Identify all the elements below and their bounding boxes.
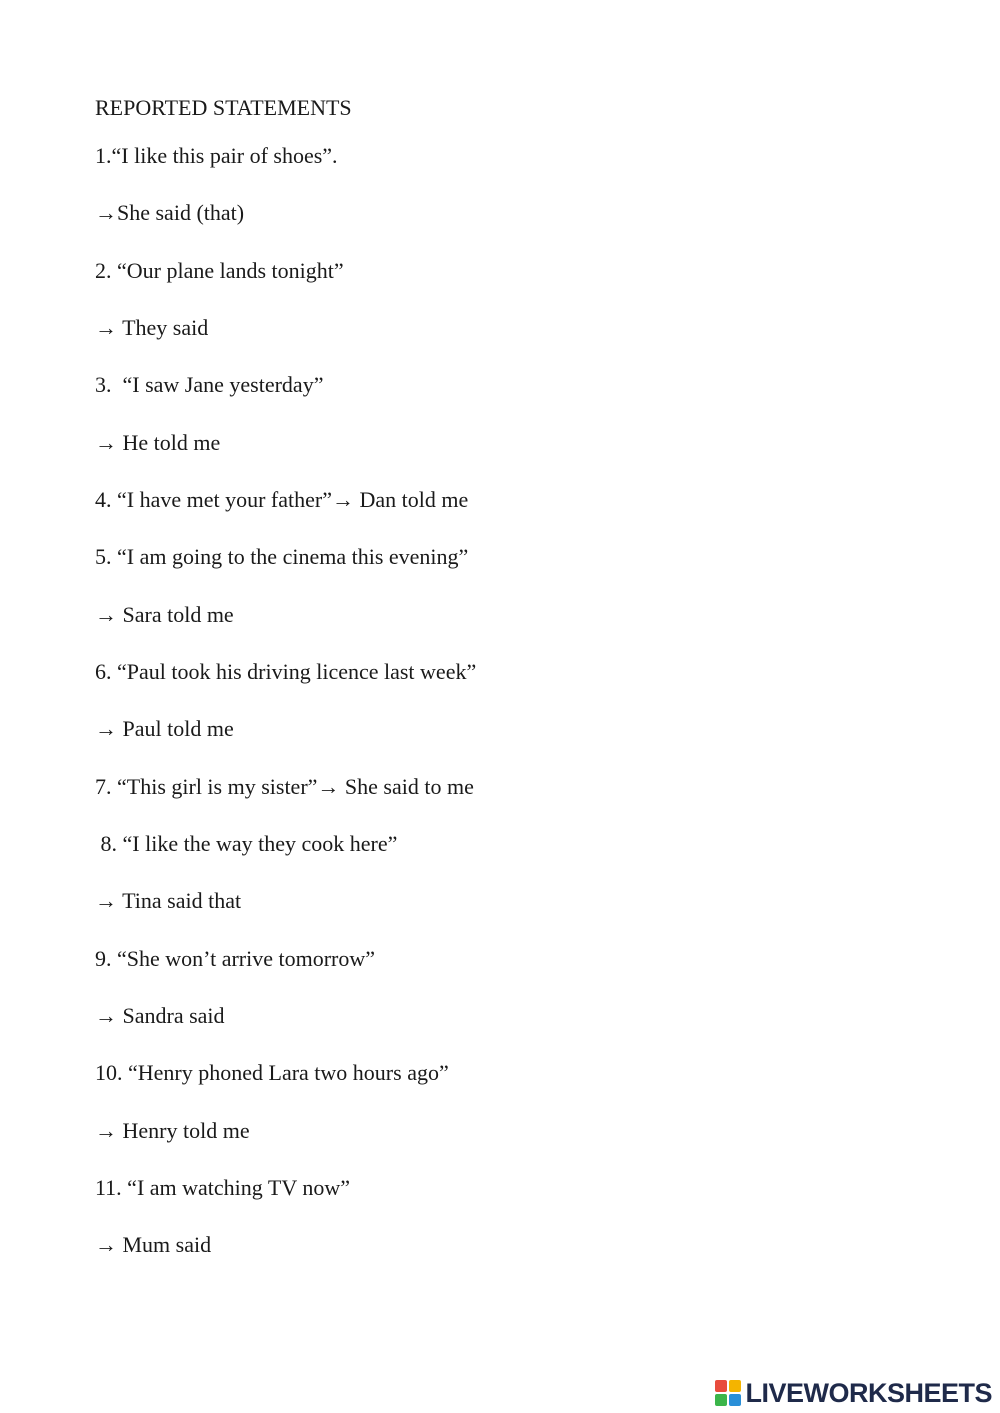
question-11: 11. “I am watching TV now”: [95, 1175, 350, 1200]
answer-3: → He told me: [95, 430, 221, 455]
answer-10: → Henry told me: [95, 1118, 250, 1143]
question-2: 2. “Our plane lands tonight”: [95, 258, 344, 283]
question-7: 7. “This girl is my sister”→ She said to me: [95, 774, 474, 799]
answer-5: → Sara told me: [95, 602, 234, 627]
logo-square-yellow: [729, 1380, 741, 1392]
liveworksheets-logo-icon: [715, 1380, 741, 1406]
question-8: 8. “I like the way they cook here”: [95, 831, 398, 856]
answer-1: →She said (that): [95, 200, 245, 225]
worksheet-title: REPORTED STATEMENTS: [95, 95, 352, 120]
answer-6: → Paul told me: [95, 716, 234, 741]
question-10: 10. “Henry phoned Lara two hours ago”: [95, 1060, 449, 1085]
logo-square-red: [715, 1380, 727, 1392]
question-1: 1.“I like this pair of shoes”.: [95, 143, 338, 168]
question-3: 3. “I saw Jane yesterday”: [95, 372, 324, 397]
question-4: 4. “I have met your father”→ Dan told me: [95, 487, 469, 512]
answer-2: → They said: [95, 315, 209, 340]
liveworksheets-logo: [715, 1376, 992, 1410]
answer-11: → Mum said: [95, 1232, 212, 1257]
question-5: 5. “I am going to the cinema this evening”: [95, 544, 469, 569]
question-6: 6. “Paul took his driving licence last week”: [95, 659, 477, 684]
answer-8: → Tina said that: [95, 888, 242, 913]
logo-square-blue: [729, 1394, 741, 1406]
answer-9: → Sandra said: [95, 1003, 225, 1028]
question-9: 9. “She won’t arrive tomorrow”: [95, 946, 376, 971]
liveworksheets-logo-text: LIVEWORKSHEETS: [745, 1377, 992, 1408]
logo-square-green: [715, 1394, 727, 1406]
